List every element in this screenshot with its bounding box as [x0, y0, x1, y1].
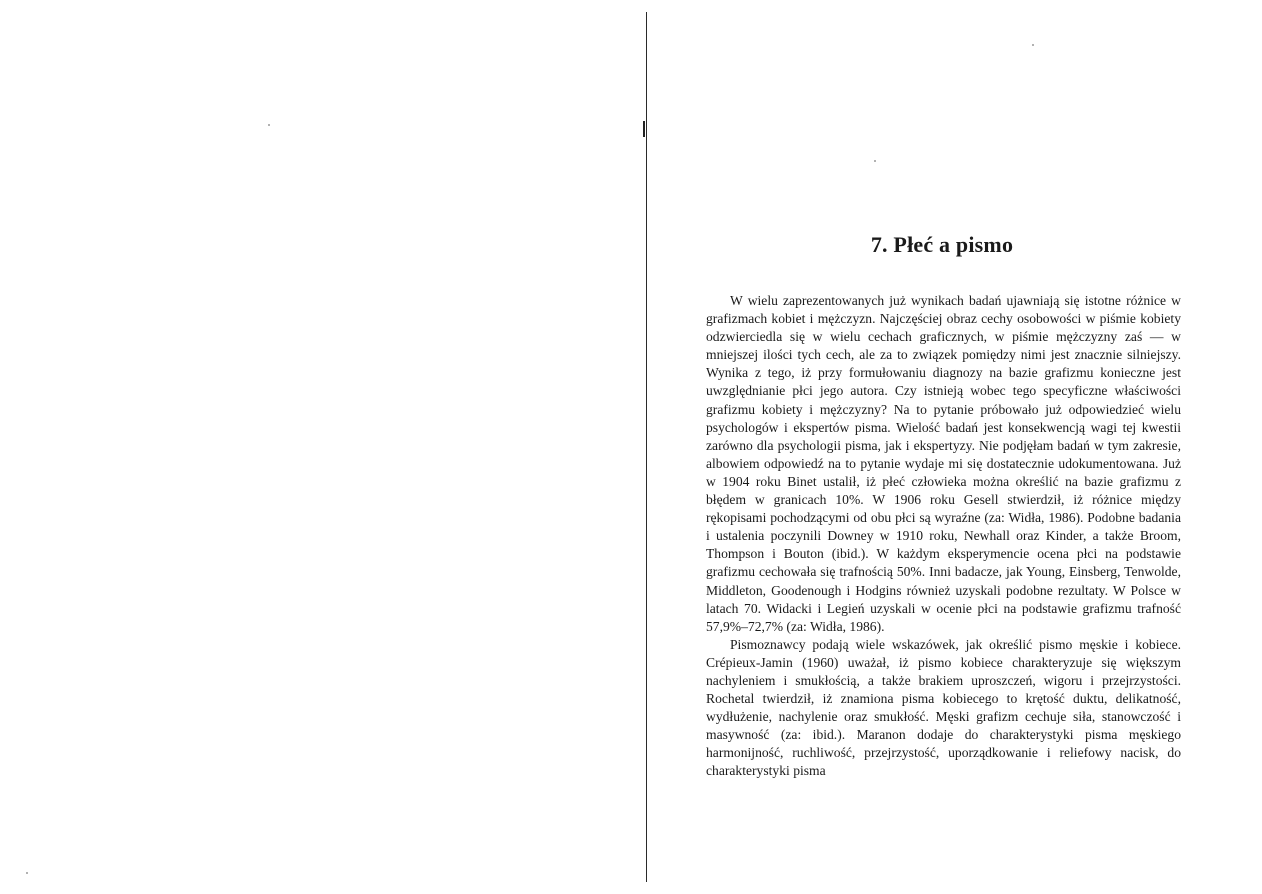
right-page: [647, 0, 1262, 894]
scan-speck: [26, 872, 28, 874]
chapter-title: 7. Płeć a pismo: [870, 232, 1014, 257]
paragraph: Pismoznawcy podają wiele wskazówek, jak określić pismo męskie i kobiece. Crépieux-Jamin (1960) uważał, iż pismo kobiece charakteryzuje się większym nachyleniem i smukłością, a także brakiem uproszczeń, wigoru i przejrzystości. Rochetal twierdził, iż znamiona pisma kobiecego to krętość duktu, delikatność, wydłużenie, nachylenie oraz smukłość. Męski grafizm cechuje siła, stanowczość i masywność (za: ibid.). Maranon dodaje do charakterystyki pisma męskiego harmonijność, ruchliwość, przejrzystość, uporządkowanie i reliefowy nacisk, do charakterystyki pisma: [706, 636, 1181, 779]
gutter-mark: [643, 121, 645, 137]
scan-speck: [1032, 44, 1034, 46]
scan-speck: [874, 160, 876, 162]
scan-speck: [268, 124, 270, 126]
paragraph: W wielu zaprezentowanych już wynikach badań ujawniają się istotne różnice w grafizmach kobiet i mężczyzn. Najczęściej obraz cechy osobowości w piśmie kobiety odzwierciedla się w wielu cechach graficznych, w piśmie mężczyzny zaś — w mniejszej ilości tych cech, ale za to związek pomiędzy nimi jest znacznie silniejszy. Wynika z tego, iż przy formułowaniu diagnozy na bazie grafizmu konieczne jest uwzględnianie płci jego autora. Czy istnieją wobec tego specyficzne właściwości grafizmu kobiety i mężczyzny? Na to pytanie próbowało już odpowiedzieć wielu psychologów i ekspertów pisma. Wielość badań jest konsekwencją wagi tej kwestii zarówno dla psychologii pisma, jak i ekspertyzy. Nie podjęłam badań w tym zakresie, albowiem odpowiedź na to pytanie wydaje mi się dostatecznie udokumentowana. Już w 1904 roku Binet ustalił, iż płeć człowieka można określić na bazie grafizmu z błędem w granicach 10%. W 1906 roku Gesell stwierdził, iż różnice między rękopisami pochodzącymi od obu płci są wyraźne (za: Widła, 1986). Podobne badania i ustalenia poczynili Downey w 1910 roku, Newhall oraz Kinder, a także Broom, Thompson i Bouton (ibid.). W każdym eksperymencie ocena płci na podstawie grafizmu cechowała się trafnością 50%. Inni badacze, jak Young, Einsberg, Tenwolde, Middleton, Goodenough i Hodgins również uzyskali podobne rezultaty. W Polsce w latach 70. Widacki i Legień uzyskali w ocenie płci na podstawie grafizmu trafność 57,9%–72,7% (za: Widła, 1986).: [706, 293, 1181, 634]
chapter-body: [706, 292, 1181, 781]
